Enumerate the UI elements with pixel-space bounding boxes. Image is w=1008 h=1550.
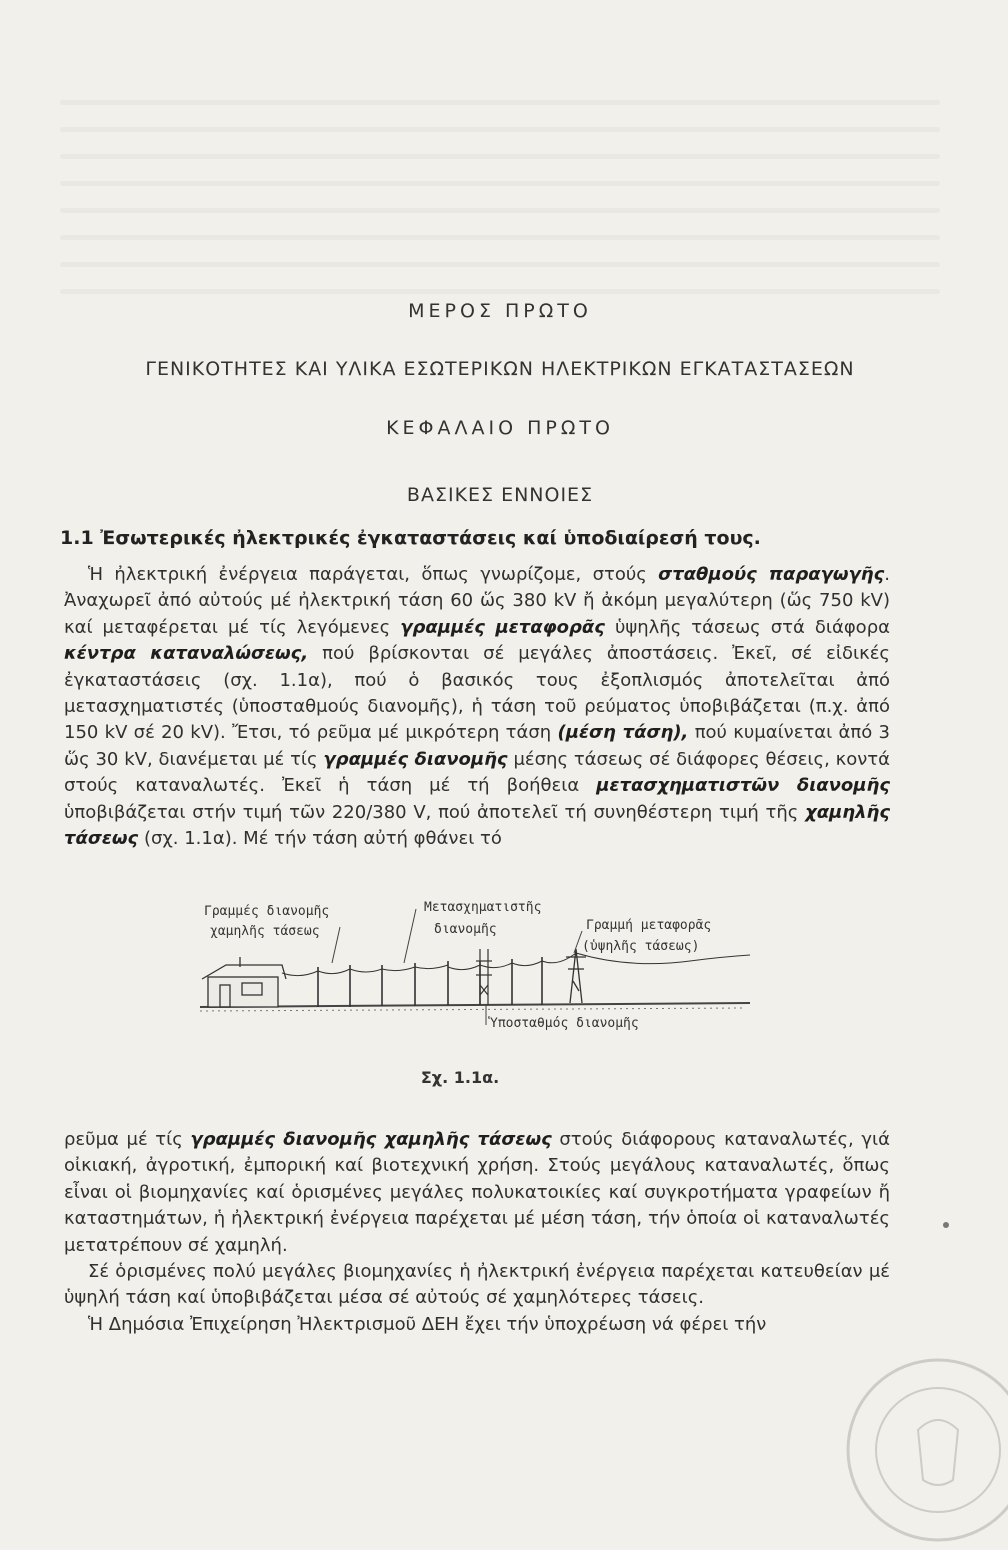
leader-line (574, 931, 582, 953)
term-distribution-transformers: μετασχηματιστῶν διανομῆς (596, 775, 890, 797)
label-low-voltage-line-1: Γραμμές διανομῆς (204, 904, 330, 919)
term-medium-voltage: (μέση τάση), (557, 722, 689, 744)
section-title: Ἐσωτερικές ἠλεκτρικές ἐγκαταστάσεις καί ὑποδιαίρεσή τους. (100, 527, 761, 549)
term-distribution-lines: γραμμές διανομῆς (323, 748, 508, 770)
term-low-voltage-distribution-lines: γραμμές διανομῆς χαμηλῆς τάσεως (190, 1129, 552, 1150)
paragraph: Ἡ ἠλεκτρική ἐνέργεια παράγεται, ὅπως γνωρίζομε, στούς σταθμούς παραγωγῆς. Ἀναχωρεῖ ἀπό αὐτούς μέ ἠλεκτρική τάση 60 ὥς 380 kV ἤ ἀκόμη μεγαλύτερη (ὥς 750 kV) καί μεταφέρεται μέ τίς λεγόμενες γραμμές μεταφορᾶς ὑψηλῆς τάσεως στά διάφορα κέντρα καταναλώσεως, πού βρίσκονται σέ μεγάλες ἀποστάσεις. Ἐκεῖ, σέ εἰδικές ἐγκαταστάσεις (σχ. 1.1α), πού ὁ βασικός τους ἐξοπλισμός ἀποτελεῖται ἀπό μετασχηματιστές (ὑποσταθμούς διανομῆς), ἡ τάση τοῦ ρεύματος ὑποβιβάζεται (π.χ. ἀπό 150 kV σέ 20 kV). Ἔτσι, τό ρεῦμα μέ μικρότερη τάση (μέση τάση), πού κυμαίνεται ἀπό 3 ὥς 30 kV, διανέμεται μέ τίς γραμμές διανομῆς μέσης τάσεως σέ διάφορες θέσεις, κοντά στούς καταναλωτές. Ἐκεῖ ἡ τάση μέ τή βοήθεια μετασχηματιστῶν διανομῆς ὑποβιβάζεται στήν τιμή τῶν 220/380 V, πού ἀποτελεῖ τή συνηθέστερη τιμή τῆς χαμηλῆς τάσεως (σχ. 1.1α). Μέ τήν τάση αὐτή φθάνει τό (64, 564, 891, 850)
low-voltage-poles (318, 961, 448, 1007)
body-text-top (64, 562, 890, 852)
label-transformer-line-2: διανομῆς (434, 922, 497, 937)
label-transmission-line-2: (ὑψηλῆς τάσεως) (582, 939, 700, 954)
medium-voltage-wire (448, 961, 542, 970)
house-icon (202, 957, 286, 1007)
low-voltage-wire (282, 965, 448, 976)
term-consumption-centers: κέντρα καταναλώσεως, (64, 643, 309, 665)
label-transformer-line-1: Μετασχηματιστῆς (424, 900, 542, 915)
paragraph: ρεῦμα μέ τίς γραμμές διανομῆς χαμηλῆς τάσεως στούς διάφορους καταναλωτές, γιά οἰκιακή, ἀγροτική, ἐμπορική καί βιοτεχνική χρήση. Στούς μεγάλους καταναλωτές, ὅπως εἶναι οἱ βιομηχανίες καί ὁρισμένες μεγάλες πολυκατοικίες καί συγκροτήματα γραφείων ἤ καταστημάτων, ἡ ἠλεκτρική ἐνέργεια παρέχεται μέ μέση τάση, τήν ὁποία οἱ καταναλωτές μετατρέπουν σέ χαμηλή. (64, 1129, 890, 1256)
show-through-background (60, 78, 940, 283)
section-number: 1.1 (60, 527, 94, 549)
term-low-voltage: χαμηλῆς τάσεως (64, 801, 890, 850)
part-label: ΜΕΡΟΣ ΠΡΩΤΟ (408, 300, 592, 322)
term-power-stations: σταθμούς παραγωγῆς (658, 564, 885, 585)
library-stamp (838, 1350, 1008, 1550)
paragraph: Σέ ὁρισμένες πολύ μεγάλες βιομηχανίες ἡ ἠλεκτρική ἐνέργεια παρέχεται κατευθείαν μέ ὑψηλή τάση καί ὑποβιβάζεται μέσα σέ αὐτούς σέ χαμηλότερες τάσεις. (64, 1261, 890, 1309)
body-text-bottom (64, 1127, 890, 1338)
substation-icon (476, 949, 492, 1005)
section-heading (60, 527, 940, 549)
leader-line (332, 927, 340, 963)
transmission-tower-icon (566, 949, 586, 1003)
label-substation: Ὑποσταθμός διανομῆς (490, 1016, 639, 1031)
figure-caption: Σχ. 1.1α. (420, 1068, 500, 1087)
label-transmission-line-1: Γραμμή μεταφορᾶς (586, 918, 712, 933)
paragraph: Ἡ Δημόσια Ἐπιχείρηση Ἠλεκτρισμοῦ ΔΕΗ ἔχει τήν ὑποχρέωση νά φέρει τήν (88, 1313, 767, 1335)
chapter-title: ΒΑΣΙΚΕΣ ΕΝΝΟΙΕΣ (406, 484, 594, 506)
ground-line (200, 1003, 750, 1007)
ground-texture (200, 1008, 745, 1011)
part-title: ΓΕΝΙΚΟΤΗΤΕΣ ΚΑΙ ΥΛΙΚΑ ΕΣΩΤΕΡΙΚΩΝ ΗΛΕΚΤΡΙΚΩΝ ΕΓΚΑΤΑΣΤΑΣΕΩΝ (145, 358, 855, 380)
term-transmission-lines: γραμμές μεταφορᾶς (400, 616, 605, 638)
leader-line (404, 909, 416, 963)
print-speck (943, 1222, 949, 1228)
label-low-voltage-line-2: χαμηλῆς τάσεως (210, 924, 320, 939)
power-distribution-figure (190, 895, 760, 1040)
high-voltage-wire (542, 953, 750, 964)
chapter-label: ΚΕΦΑΛΑΙΟ ΠΡΩΤΟ (386, 417, 614, 439)
